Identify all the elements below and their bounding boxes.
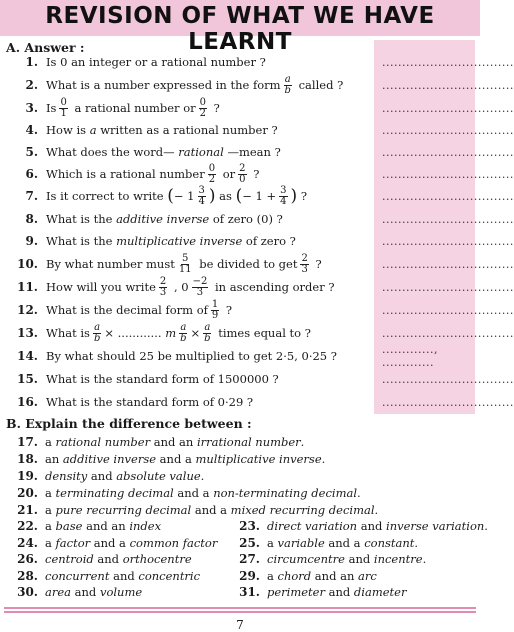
question-row — [0, 119, 278, 141]
italic-term: perimeter — [267, 585, 325, 599]
question-text — [46, 395, 253, 409]
difference-item — [16, 485, 361, 501]
answer-blank[interactable]: ................................. — [382, 78, 514, 92]
italic-term: diameter — [353, 585, 407, 599]
question-text — [46, 372, 279, 386]
text: By what should 25 be multiplied to get 2·5, 0·25 ? — [46, 349, 337, 363]
italic-term: factor — [55, 536, 91, 550]
times-sign: × — [190, 326, 201, 340]
italic-term: rational number — [55, 435, 151, 449]
denominator: 11 — [178, 263, 192, 275]
numerator: a — [204, 321, 211, 333]
denominator: 3 — [301, 263, 308, 275]
italic-term: mixed recurring decimal — [230, 503, 375, 517]
italic-term: inverse variation — [386, 519, 485, 533]
denominator: b — [93, 332, 101, 344]
question-row — [0, 276, 335, 298]
text: of zero (0) ? — [212, 212, 283, 226]
text: and a — [156, 452, 196, 466]
italic-term: concurrent — [45, 569, 110, 583]
numerator: a — [94, 321, 101, 333]
question-row — [0, 253, 322, 275]
item-number: 19. — [17, 469, 38, 483]
numerator: 0 — [199, 96, 207, 108]
question-row — [0, 51, 266, 73]
numerator: 3 — [198, 184, 205, 196]
item-text — [267, 536, 418, 550]
question-number: 10. — [17, 257, 38, 271]
italic-term: non-terminating decimal — [213, 486, 358, 500]
fraction — [93, 323, 101, 344]
italic-term: direct variation — [267, 519, 358, 533]
text: What is the standard form of 1500000 ? — [46, 372, 279, 386]
text: and a — [173, 486, 214, 500]
answer-blank[interactable]: ................................. — [382, 167, 514, 181]
question-text — [46, 234, 296, 248]
italic-term: pure recurring decimal — [55, 503, 192, 517]
difference-item — [238, 584, 406, 600]
italic-term: concentric — [138, 569, 201, 583]
text: and an — [150, 435, 197, 449]
text: and an — [311, 569, 359, 583]
text: and — [357, 519, 387, 533]
text: Is 0 an integer or a rational number ? — [46, 55, 266, 69]
question-text — [46, 186, 307, 207]
text: What is the — [46, 234, 113, 248]
text: − 1 + — [242, 189, 277, 203]
question-row — [0, 322, 311, 344]
denominator: b — [204, 332, 211, 344]
question-number: 8. — [25, 212, 38, 226]
question-row — [0, 74, 343, 96]
difference-item — [16, 518, 161, 534]
item-number: 30. — [17, 585, 38, 599]
text: How is — [46, 123, 87, 137]
text: ............ — [117, 326, 162, 340]
text: ? — [213, 101, 220, 115]
text: . — [374, 503, 379, 517]
question-text — [46, 349, 337, 363]
question-text — [46, 212, 283, 226]
answer-blank[interactable]: ................................. — [382, 123, 514, 137]
text: a rational number or — [74, 101, 196, 115]
italic-term: centroid — [45, 552, 94, 566]
italic-term: chord — [277, 569, 312, 583]
fraction — [208, 164, 216, 185]
italic-term: incentre — [373, 552, 423, 566]
answer-blank[interactable]: ............., ............. — [382, 343, 438, 369]
text: written as a rational number ? — [100, 123, 278, 137]
denominator: 3 — [159, 286, 167, 298]
item-number: 20. — [17, 486, 38, 500]
item-number: 18. — [17, 452, 38, 466]
text: as — [219, 189, 232, 203]
numerator: −2 — [192, 275, 208, 287]
difference-item — [16, 502, 378, 518]
italic-term: constant — [364, 536, 415, 550]
item-text — [45, 519, 161, 533]
italic-term: additive inverse — [62, 452, 157, 466]
question-number: 3. — [25, 101, 38, 115]
text: a — [267, 536, 278, 550]
answer-blank[interactable]: ................................. — [382, 189, 514, 203]
text: . — [300, 435, 305, 449]
answer-blank[interactable]: ................................. — [382, 326, 514, 340]
question-number: 5. — [25, 145, 38, 159]
question-number: 14. — [17, 349, 38, 363]
answer-blank[interactable]: ................................. — [382, 395, 514, 409]
text: ? — [315, 257, 322, 271]
italic-term: additive inverse — [116, 212, 210, 226]
text: ? — [253, 167, 260, 181]
text: and — [87, 469, 117, 483]
times-sign: × — [104, 326, 114, 340]
item-number: 27. — [239, 552, 260, 566]
denominator: b — [180, 332, 187, 344]
question-number: 16. — [17, 395, 38, 409]
text: in ascending order ? — [215, 280, 335, 294]
difference-item — [238, 535, 418, 551]
numerator: 2 — [159, 275, 167, 287]
text: and a — [90, 536, 130, 550]
item-text — [267, 552, 426, 566]
fraction — [300, 254, 308, 275]
question-text — [46, 254, 322, 275]
text: and — [324, 585, 354, 599]
italic-term: absolute value — [116, 469, 201, 483]
fraction — [159, 277, 167, 298]
footer-rule — [4, 611, 476, 613]
item-text — [267, 569, 377, 583]
item-number: 25. — [239, 536, 260, 550]
question-row — [0, 299, 232, 321]
text: be divided to get — [199, 257, 298, 271]
fraction — [178, 254, 193, 275]
numerator: 3 — [280, 184, 287, 196]
text: ? — [300, 189, 307, 203]
question-text — [46, 277, 335, 298]
text: and — [109, 569, 139, 583]
footer-rule — [4, 607, 476, 609]
difference-item — [16, 434, 304, 450]
text: Which is a rational number — [46, 167, 205, 181]
text: called ? — [298, 78, 344, 92]
fraction — [192, 277, 209, 298]
difference-item — [16, 535, 217, 551]
page-title: REVISION OF WHAT WE HAVE LEARNT — [45, 3, 435, 55]
question-text — [46, 164, 259, 185]
text: . — [484, 519, 488, 533]
denominator: 3 — [196, 286, 204, 298]
item-number: 22. — [17, 519, 38, 533]
answer-blank[interactable]: ................................. — [382, 303, 514, 317]
difference-item — [238, 518, 488, 534]
text: ? — [225, 303, 233, 317]
italic-term: orthocentre — [122, 552, 192, 566]
fraction — [238, 164, 246, 185]
difference-item — [238, 568, 377, 584]
text: . — [200, 469, 205, 483]
text: and an — [82, 519, 130, 533]
question-row — [0, 97, 220, 119]
text: What is — [46, 326, 90, 340]
item-number: 17. — [17, 435, 38, 449]
difference-item — [16, 551, 192, 567]
item-number: 21. — [17, 503, 38, 517]
question-number: 6. — [25, 167, 38, 181]
fraction — [203, 323, 211, 344]
text: a — [45, 536, 56, 550]
answer-blank[interactable]: ................................. — [382, 101, 514, 115]
answer-blank[interactable]: ................................. — [382, 257, 514, 271]
item-text — [267, 519, 488, 533]
italic-term: circumcentre — [267, 552, 345, 566]
text: . — [414, 536, 419, 550]
item-number: 29. — [239, 569, 260, 583]
denominator: 2 — [208, 173, 216, 185]
question-number: 9. — [25, 234, 38, 248]
item-number: 24. — [17, 536, 38, 550]
italic-term: multiplicative inverse — [116, 234, 243, 248]
question-row — [0, 141, 281, 163]
denominator: 1 — [60, 107, 67, 119]
text: What is the — [46, 212, 113, 226]
item-text — [45, 552, 192, 566]
denominator: 4 — [280, 195, 287, 207]
item-text — [45, 536, 217, 550]
item-text — [267, 585, 406, 599]
question-row — [0, 208, 283, 230]
question-text — [46, 123, 278, 137]
text: . — [321, 452, 326, 466]
question-number: 7. — [25, 189, 38, 203]
item-text — [45, 452, 325, 466]
item-text — [45, 435, 304, 449]
answer-blank[interactable]: ................................. — [382, 372, 514, 386]
text: How will you write — [46, 280, 156, 294]
text: or — [222, 167, 236, 181]
question-number: 2. — [25, 78, 38, 92]
italic-term: irrational number — [196, 435, 301, 449]
italic-term: index — [129, 519, 162, 533]
item-number: 26. — [17, 552, 38, 566]
italic-term: a — [89, 123, 97, 137]
text: − 1 — [173, 189, 195, 203]
difference-item — [16, 451, 325, 467]
answer-blank[interactable]: ................................. — [382, 55, 514, 69]
section-a-heading: A. Answer : — [6, 40, 85, 55]
italic-term: density — [45, 469, 88, 483]
fraction — [198, 186, 206, 207]
text: —mean ? — [227, 145, 281, 159]
text: and a — [191, 503, 231, 517]
difference-item — [16, 468, 204, 484]
page-number: 7 — [236, 618, 244, 632]
text: of zero ? — [245, 234, 296, 248]
question-number: 4. — [25, 123, 38, 137]
item-number: 31. — [239, 585, 260, 599]
item-text — [45, 469, 204, 483]
item-text — [45, 486, 361, 500]
text: times equal to ? — [218, 326, 311, 340]
item-text — [45, 503, 378, 517]
text: , 0 — [173, 280, 189, 294]
answer-blank[interactable]: ................................. — [382, 212, 514, 226]
question-text — [46, 75, 343, 96]
paren: ( — [235, 186, 243, 206]
numerator: 2 — [239, 162, 246, 174]
question-number: 1. — [25, 55, 38, 69]
fraction — [284, 75, 292, 96]
denominator: 9 — [211, 309, 219, 321]
text: What is the standard form of 0·29 ? — [46, 395, 254, 409]
denominator: b — [284, 84, 291, 96]
numerator: 0 — [208, 162, 216, 174]
italic-term: arc — [358, 569, 377, 583]
text: and — [71, 585, 100, 599]
denominator: 0 — [239, 173, 246, 185]
italic-term: area — [45, 585, 72, 599]
paren: ) — [208, 186, 216, 206]
text: and — [93, 552, 123, 566]
fraction — [59, 98, 67, 119]
question-number: 11. — [17, 280, 38, 294]
italic-term: m — [165, 326, 177, 340]
paren: ) — [290, 186, 298, 206]
text: a — [267, 569, 278, 583]
question-text — [46, 55, 266, 69]
question-row — [0, 230, 296, 252]
fraction — [179, 323, 187, 344]
item-number: 23. — [239, 519, 260, 533]
difference-item — [16, 584, 142, 600]
question-text — [46, 145, 281, 159]
text: Is it correct to write — [46, 189, 164, 203]
question-row — [0, 345, 337, 367]
text: By what number must — [46, 257, 175, 271]
numerator: 2 — [301, 252, 308, 264]
italic-term: multiplicative inverse — [195, 452, 322, 466]
section-b-heading: B. Explain the difference between : — [6, 416, 252, 431]
italic-term: terminating decimal — [55, 486, 174, 500]
question-row — [0, 163, 259, 185]
italic-term: common factor — [129, 536, 218, 550]
question-row — [0, 391, 253, 413]
text: Is — [46, 101, 57, 115]
text: . — [422, 552, 427, 566]
text: . — [357, 486, 361, 500]
answer-blank[interactable]: ................................. — [382, 145, 514, 159]
item-text — [45, 569, 200, 583]
italic-term: rational — [178, 145, 224, 159]
numerator: 5 — [182, 252, 189, 264]
text: a — [45, 519, 56, 533]
question-text — [46, 323, 311, 344]
fraction — [211, 300, 219, 321]
question-number: 12. — [17, 303, 38, 317]
question-number: 13. — [17, 326, 38, 340]
question-text — [46, 300, 232, 321]
difference-item — [16, 568, 200, 584]
numerator: 0 — [60, 96, 67, 108]
text: What is the decimal form of — [46, 303, 208, 317]
numerator: 1 — [211, 298, 219, 310]
text: an — [45, 452, 63, 466]
text: and — [344, 552, 374, 566]
question-row — [0, 368, 279, 390]
answer-blank[interactable]: ................................. — [382, 234, 514, 248]
italic-term: volume — [99, 585, 143, 599]
paren: ( — [167, 186, 174, 206]
denominator: 4 — [198, 195, 205, 207]
text: What does the word— — [46, 145, 175, 159]
answer-blank[interactable]: ................................. — [382, 280, 514, 294]
italic-term: base — [55, 519, 83, 533]
denominator: 2 — [199, 107, 207, 119]
question-text — [46, 98, 220, 119]
item-text — [45, 585, 142, 599]
difference-item — [238, 551, 426, 567]
item-number: 28. — [17, 569, 38, 583]
text: a — [45, 503, 56, 517]
fraction — [199, 98, 207, 119]
italic-term: variable — [277, 536, 325, 550]
question-number: 15. — [17, 372, 38, 386]
numerator: a — [180, 321, 187, 333]
text: and a — [324, 536, 365, 550]
fraction — [279, 186, 287, 207]
question-row — [0, 185, 307, 207]
text: What is a number expressed in the form — [46, 78, 281, 92]
text: a — [45, 435, 56, 449]
numerator: a — [284, 73, 291, 85]
text: a — [45, 486, 56, 500]
